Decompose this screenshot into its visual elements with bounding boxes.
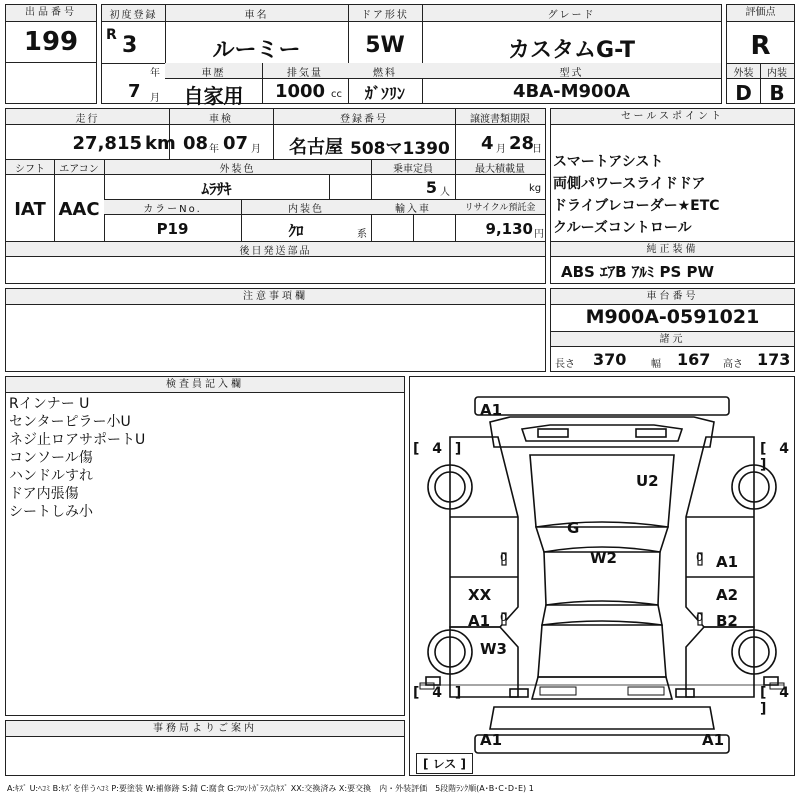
reg-no-label: 登録番号 (340, 114, 388, 125)
door-label: ドア形状 (361, 10, 409, 21)
spare-tire-note: [ レス ] (416, 753, 473, 774)
recycle-label: リサイクル預託金 (464, 203, 536, 213)
inspector-line-2: センターピラー小U (9, 414, 131, 430)
recycle-unit: 円 (534, 229, 544, 240)
reg-city: 名古屋 (289, 137, 343, 158)
transfer-month: 4 (481, 133, 494, 154)
tire-front-left: [ 4 ] (413, 441, 466, 457)
interior-value: B (769, 81, 785, 105)
inspection-month: 07 (223, 133, 249, 154)
inspector-line-3: ネジ止ロアサポートU (9, 432, 146, 448)
inspector-label: 検査員記入欄 (6, 377, 404, 393)
fuel-value: ｶﾞｿﾘﾝ (364, 84, 405, 103)
sales-points-label: セールスポイント (551, 109, 794, 125)
damage-diagram-box (409, 376, 795, 776)
mileage-unit: km (145, 133, 176, 154)
inspector-line-4: コンソール傷 (9, 450, 93, 466)
ac-label: エアコン (59, 164, 99, 175)
grade-label: グレード (547, 10, 596, 21)
sales-point-4: クルーズコントロール (553, 220, 692, 236)
office-label: 事務局よりご案内 (6, 721, 404, 737)
era-value: R (106, 27, 117, 43)
length-value: 370 (593, 350, 627, 369)
int-color-label: 内装色 (288, 204, 324, 215)
color-label: 外装色 (219, 164, 256, 175)
tire-rear-right: [ 4 ] (760, 685, 794, 717)
shift-value: IAT (14, 199, 46, 220)
year-value: 3 (122, 33, 138, 58)
interior-label: 内装 (767, 68, 787, 79)
transfer-label: 譲渡書類期限 (470, 114, 530, 125)
lot-number-box (5, 4, 97, 104)
damage-left-rear-fender: W3 (480, 640, 507, 658)
height-value: 173 (757, 350, 791, 369)
damage-rear-bumper-left: A1 (480, 731, 503, 749)
int-color-unit: 系 (357, 229, 367, 240)
vehicle-basic-box (101, 4, 722, 108)
capacity-label: 乗車定員 (393, 164, 433, 175)
inspection-year: 08 (183, 133, 209, 154)
door-mark-right-rear: 0 (696, 611, 703, 624)
model-label: 車名 (244, 10, 269, 21)
sales-point-1: スマートアシスト (553, 154, 664, 170)
damage-right-rear-door: A2 (716, 586, 739, 604)
equipment-label: 純正装備 (551, 241, 794, 257)
tire-rear-left: [ 4 ] (413, 685, 466, 701)
import-label: 輸入車 (395, 204, 431, 215)
tire-front-right: [ 4 ] (760, 441, 794, 473)
type-label: 型式 (559, 68, 584, 79)
color-value: ﾑﾗｻｷ (201, 180, 232, 198)
damage-hood: U2 (636, 472, 659, 490)
displacement-value: 1000 (274, 81, 326, 102)
color-no-value: P19 (156, 220, 189, 238)
sales-points-box (550, 108, 795, 284)
inspector-box (5, 376, 405, 716)
month-value: 7 (128, 81, 141, 102)
door-mark-right-front: 0 (696, 551, 703, 564)
mileage-value: 27,815 (72, 133, 142, 154)
transfer-month-unit: 月 (496, 144, 506, 155)
fuel-label: 燃料 (373, 68, 397, 79)
width-value: 167 (677, 350, 711, 369)
damage-rear-bumper-right: A1 (702, 731, 725, 749)
capacity-value: 5 (425, 178, 437, 197)
inspection-month-unit: 月 (251, 144, 261, 155)
month-unit: 月 (150, 93, 160, 104)
model-value: ルーミー (212, 38, 301, 63)
int-color-value: ｸﾛ (288, 222, 304, 240)
equipment-value: ABS ｴｱB ｱﾙﾐ PS PW (561, 263, 715, 281)
legend-text: A:ｷｽﾞ U:ﾍｺﾐ B:ｷｽﾞを伴うﾍｺﾐ P:要塗装 W:補修跡 S:錆 C:腐食 G:ﾌﾛﾝﾄｶﾞﾗｽ点ｷｽﾞ XX:交換済み X:要交換 内・外装評価 5段階ﾗﾝｸ順(A･B･C･D･E) 1 (7, 784, 534, 793)
damage-left-rear-panel: A1 (468, 612, 491, 630)
displacement-label: 排気量 (287, 68, 323, 79)
score-box (726, 4, 795, 104)
lot-number-label: 出品番号 (6, 5, 96, 22)
damage-roof: W2 (590, 549, 617, 567)
shift-label: シフト (15, 164, 45, 175)
length-label: 長さ (555, 359, 575, 370)
door-value: 5W (365, 33, 405, 58)
width-label: 幅 (651, 359, 661, 370)
lot-number-value: 199 (23, 27, 79, 57)
door-mark-left-front: 0 (500, 551, 507, 564)
details-box (5, 108, 546, 284)
score-label: 評価点 (727, 5, 794, 22)
recycle-value: 9,130 (485, 220, 533, 238)
later-parts-label: 後日発送部品 (239, 246, 312, 257)
spec-label: 諸元 (551, 331, 794, 347)
sales-point-2: 両側パワースライドドア (553, 176, 706, 192)
inspector-line-7: シートしみ小 (9, 504, 93, 520)
transfer-day-unit: 日 (532, 144, 542, 155)
height-label: 高さ (723, 359, 743, 370)
inspector-line-6: ドア内張傷 (9, 486, 79, 502)
type-value: 4BA-M900A (512, 81, 631, 102)
capacity-unit: 人 (440, 187, 450, 198)
load-label: 最大積載量 (475, 164, 525, 175)
year-unit: 年 (150, 68, 160, 79)
inspector-line-1: Rインナー U (9, 396, 90, 412)
load-unit: kg (529, 183, 542, 194)
grade-value: カスタムG-T (508, 38, 635, 63)
damage-right-front-door: A1 (716, 553, 739, 571)
office-box (5, 720, 405, 776)
car-diagram (410, 377, 794, 775)
inspector-line-5: ハンドルすれ (9, 468, 93, 484)
history-value: 自家用 (183, 84, 244, 108)
score-value: R (750, 31, 771, 61)
chassis-label: 車台番号 (551, 289, 794, 305)
damage-left-rear-door: XX (468, 586, 492, 604)
damage-windshield: G (567, 519, 580, 537)
first-reg-label: 初度登録 (109, 10, 158, 21)
mileage-label: 走行 (75, 114, 100, 125)
chassis-box (550, 288, 795, 372)
transfer-day: 28 (509, 133, 535, 154)
notes-box (5, 288, 546, 372)
door-mark-left-rear: 0 (500, 611, 507, 624)
ac-value: AAC (58, 199, 100, 220)
displacement-unit: cc (331, 89, 342, 100)
exterior-value: D (735, 81, 752, 105)
color-no-label: カラーNo. (143, 204, 202, 215)
sales-point-3: ドライブレコーダー★ETC (553, 198, 720, 214)
inspection-label: 車検 (209, 114, 233, 125)
damage-right-rear-panel: B2 (716, 612, 738, 630)
reg-number: 508マ1390 (350, 139, 450, 159)
damage-front-bumper: A1 (480, 401, 503, 419)
inspection-year-unit: 年 (209, 144, 219, 155)
exterior-label: 外装 (733, 68, 754, 79)
notes-label: 注意事項欄 (6, 289, 545, 305)
history-label: 車歴 (201, 68, 226, 79)
chassis-value: M900A-0591021 (585, 306, 760, 328)
